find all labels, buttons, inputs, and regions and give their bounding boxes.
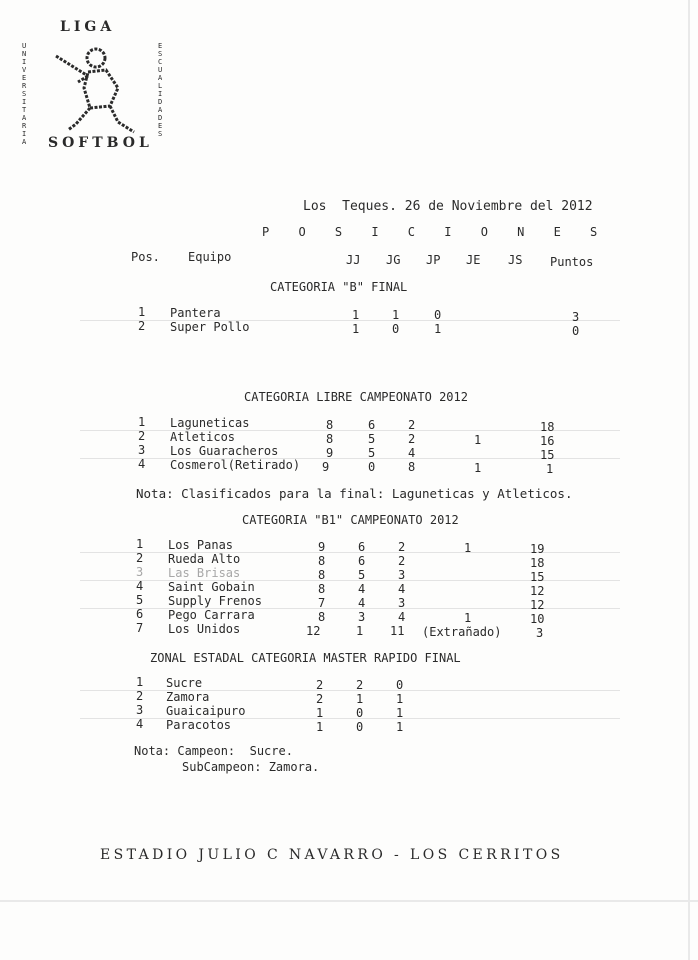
row-jg: 1 [356,624,364,638]
row-jg: 5 [358,568,366,582]
row-je: (Extrañado) [422,625,502,639]
logo-bottom-text: SOFTBOL [48,135,153,151]
row-team: Los Panas [168,538,234,552]
row-jp: 0 [434,308,442,322]
row-jj: 1 [352,308,360,322]
row-jj: 9 [318,540,326,554]
note-subcampeon: SubCampeon: Zamora. [182,760,320,774]
row-pos: 2 [138,429,146,443]
row-jp: 1 [396,720,404,734]
row-jj: 9 [322,460,330,474]
row-jg: 4 [358,582,366,596]
section-title: CATEGORIA "B" FINAL [270,280,408,294]
row-team: Zamora [166,690,210,704]
row-jg: 1 [392,308,400,322]
row-jg: 0 [356,720,364,734]
row-jj: 12 [306,624,321,638]
row-jp: 3 [398,596,406,610]
row-team: Supply Frenos [168,594,262,608]
row-jj: 8 [318,582,326,596]
row-jj: 1 [316,706,324,720]
row-jj: 2 [316,692,324,706]
row-jj: 2 [316,678,324,692]
row-points: 19 [530,542,545,556]
row-jg: 0 [392,322,400,336]
row-team: Pego Carrara [168,608,255,622]
row-jj: 8 [326,418,334,432]
col-points: Puntos [550,255,594,269]
row-jg: 4 [358,596,366,610]
row-points: 10 [530,612,545,626]
row-pos: 4 [136,579,144,593]
row-divider [80,430,620,431]
row-jp: 1 [396,706,404,720]
section-title: CATEGORIA LIBRE CAMPEONATO 2012 [244,390,468,404]
row-pos: 1 [138,305,146,319]
stadium-footer: ESTADIO JULIO C NAVARRO - LOS CERRITOS [100,847,564,863]
logo-top-text: LIGA [60,19,116,35]
row-je: 1 [474,461,482,475]
logo-left-vertical-text: UNIVERSITARIA [22,42,27,146]
row-points: 16 [540,434,555,448]
row-jj: 8 [318,568,326,582]
row-team: Rueda Alto [168,552,241,566]
row-pos: 4 [138,457,146,471]
date-line: Los Teques. 26 de Noviembre del 2012 [303,199,593,214]
row-team: Sucre [166,676,203,690]
row-jp: 11 [390,624,405,638]
row-jg: 0 [356,706,364,720]
col-jp: JP [426,253,441,267]
row-jp: 4 [408,446,416,460]
col-jg: JG [386,253,401,267]
row-jp: 2 [398,540,406,554]
page-title: P O S I C I O N E S [262,225,609,239]
row-pos: 2 [136,551,144,565]
batter-icon [48,36,148,136]
page-bottom-fold [0,900,698,902]
row-team: Laguneticas [170,416,250,430]
row-divider [80,320,620,321]
row-jg: 6 [358,540,366,554]
row-divider [80,690,620,691]
row-jj: 8 [318,554,326,568]
row-pos: 1 [136,675,144,689]
row-points: 3 [536,626,544,640]
row-jg: 3 [358,610,366,624]
row-points: 18 [540,420,555,434]
row-je: 1 [464,541,472,555]
note-clasificados: Nota: Clasificados para la final: Laguneticas y Atleticos. [136,486,573,501]
row-pos: 3 [136,703,144,717]
row-points: 12 [530,598,545,612]
row-jj: 8 [326,432,334,446]
row-jp: 2 [408,418,416,432]
row-team: Pantera [170,306,221,320]
row-jj: 1 [316,720,324,734]
row-team: Los Unidos [168,622,241,636]
row-pos: 1 [138,415,146,429]
row-jp: 1 [434,322,442,336]
row-team: Los Guaracheros [170,444,279,458]
row-points: 0 [572,324,580,338]
col-team: Equipo [188,250,232,264]
row-jp: 4 [398,610,406,624]
row-jj: 1 [352,322,360,336]
row-jp: 1 [396,692,404,706]
row-pos: 1 [136,537,144,551]
row-jg: 6 [358,554,366,568]
row-team: Cosmerol(Retirado) [170,458,301,472]
row-jp: 3 [398,568,406,582]
row-pos: 2 [138,319,146,333]
row-jg: 5 [368,446,376,460]
row-jg: 2 [356,678,364,692]
row-jj: 8 [318,610,326,624]
row-divider [80,458,620,459]
section-title: CATEGORIA "B1" CAMPEONATO 2012 [242,513,459,527]
row-pos: 3 [138,443,146,457]
row-points: 3 [572,310,580,324]
row-jp: 2 [398,554,406,568]
row-points: 1 [546,462,554,476]
row-points: 15 [540,448,555,462]
row-jp: 0 [396,678,404,692]
row-divider [80,718,620,719]
row-points: 18 [530,556,545,570]
row-jp: 4 [398,582,406,596]
logo-right-vertical-text: ESCUALIDADES [158,42,163,138]
section-title: ZONAL ESTADAL CATEGORIA MASTER RAPIDO FINAL [150,651,461,665]
page-right-edge [688,0,690,960]
note-campeon: Nota: Campeon: Sucre. [134,744,293,758]
row-pos: 3 [136,565,144,579]
col-pos: Pos. [131,250,160,264]
row-pos: 7 [136,621,144,635]
row-jg: 5 [368,432,376,446]
row-jp: 8 [408,460,416,474]
row-jg: 0 [368,460,376,474]
row-team: Guaicaipuro [166,704,246,718]
row-jp: 2 [408,432,416,446]
row-pos: 2 [136,689,144,703]
col-jj: JJ [346,253,361,267]
row-points: 12 [530,584,545,598]
row-jg: 6 [368,418,376,432]
col-js: JS [508,253,523,267]
col-je: JE [466,253,481,267]
row-pos: 5 [136,593,144,607]
row-je: 1 [464,611,472,625]
row-je: 1 [474,433,482,447]
row-jj: 9 [326,446,334,460]
row-team: Las Brisas [168,566,241,580]
row-jg: 1 [356,692,364,706]
row-pos: 4 [136,717,144,731]
row-points: 15 [530,570,545,584]
row-team: Paracotos [166,718,232,732]
row-team: Atleticos [170,430,236,444]
row-pos: 6 [136,607,144,621]
row-team: Super Pollo [170,320,250,334]
row-jj: 7 [318,596,326,610]
row-team: Saint Gobain [168,580,255,594]
